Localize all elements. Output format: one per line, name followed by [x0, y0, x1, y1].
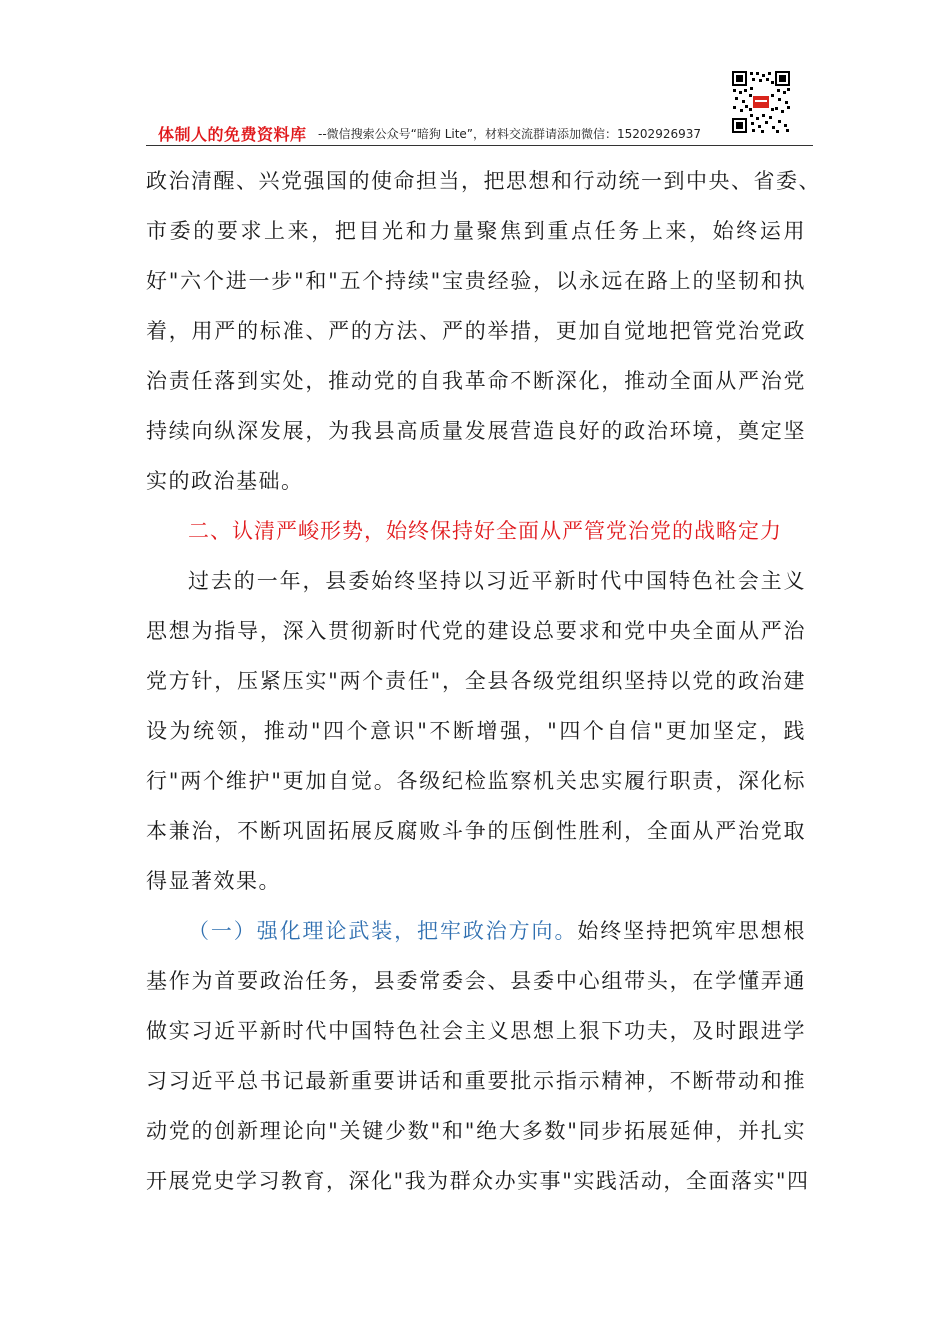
header-divider	[146, 145, 813, 146]
paragraph-line: 实的政治基础。	[146, 469, 304, 493]
paragraph-line: 过去的一年，县委始终坚持以习近平新时代中国特色社会主义	[188, 569, 806, 593]
paragraph-line: 着，用严的标准、严的方法、严的举措，更加自觉地把管党治党政	[146, 319, 806, 343]
section-heading: 二、认清严峻形势，始终保持好全面从严管党治党的战略定力	[188, 519, 782, 543]
paragraph-line: 治责任落到实处，推动党的自我革命不断深化，推动全面从严治党	[146, 369, 806, 393]
page-header	[146, 70, 813, 146]
header-title: 体制人的免费资料库	[158, 125, 307, 144]
subsection-line	[146, 906, 806, 956]
paragraph-line: 得显著效果。	[146, 869, 281, 893]
qr-code-icon	[731, 70, 791, 134]
paragraph-line: 设为统领，推动"四个意识"不断增强，"四个自信"更加坚定，践	[146, 719, 806, 743]
paragraph-line: 动党的创新理论向"关键少数"和"绝大多数"同步拓展延伸，并扎实	[146, 1119, 806, 1143]
subsection-heading: （一）强化理论武装，把牢政治方向。	[188, 919, 578, 943]
paragraph-line: 好"六个进一步"和"五个持续"宝贵经验，以永远在路上的坚韧和执	[146, 269, 806, 293]
paragraph-line: 市委的要求上来，把目光和力量聚焦到重点任务上来，始终运用	[146, 219, 806, 243]
paragraph-line: 开展党史学习教育，深化"我为群众办实事"实践活动，全面落实"四	[146, 1169, 810, 1193]
paragraph-line: 基作为首要政治任务，县委常委会、县委中心组带头，在学懂弄通	[146, 969, 806, 993]
paragraph-line: 做实习近平新时代中国特色社会主义思想上狠下功夫，及时跟进学	[146, 1019, 806, 1043]
paragraph-line: 政治清醒、兴党强国的使命担当，把思想和行动统一到中央、省委、	[146, 169, 821, 193]
paragraph-line: 习习近平总书记最新重要讲话和重要批示指示精神，不断带动和推	[146, 1069, 806, 1093]
document-body	[146, 156, 821, 1206]
paragraph-line: 持续向纵深发展，为我县高质量发展营造良好的政治环境，奠定坚	[146, 419, 806, 443]
paragraph-line: 思想为指导，深入贯彻新时代党的建设总要求和党中央全面从严治	[146, 619, 806, 643]
paragraph-line: 党方针，压紧压实"两个责任"，全县各级党组织坚持以党的政治建	[146, 669, 806, 693]
paragraph-text: 始终坚持把筑牢思想根	[577, 919, 807, 943]
paragraph-line: 本兼治，不断巩固拓展反腐败斗争的压倒性胜利，全面从严治党取	[146, 819, 806, 843]
paragraph-line: 行"两个维护"更加自觉。各级纪检监察机关忠实履行职责，深化标	[146, 769, 806, 793]
header-note: --微信搜索公众号“暗狗 Lite”，材料交流群请添加微信：15202926937	[318, 127, 701, 141]
